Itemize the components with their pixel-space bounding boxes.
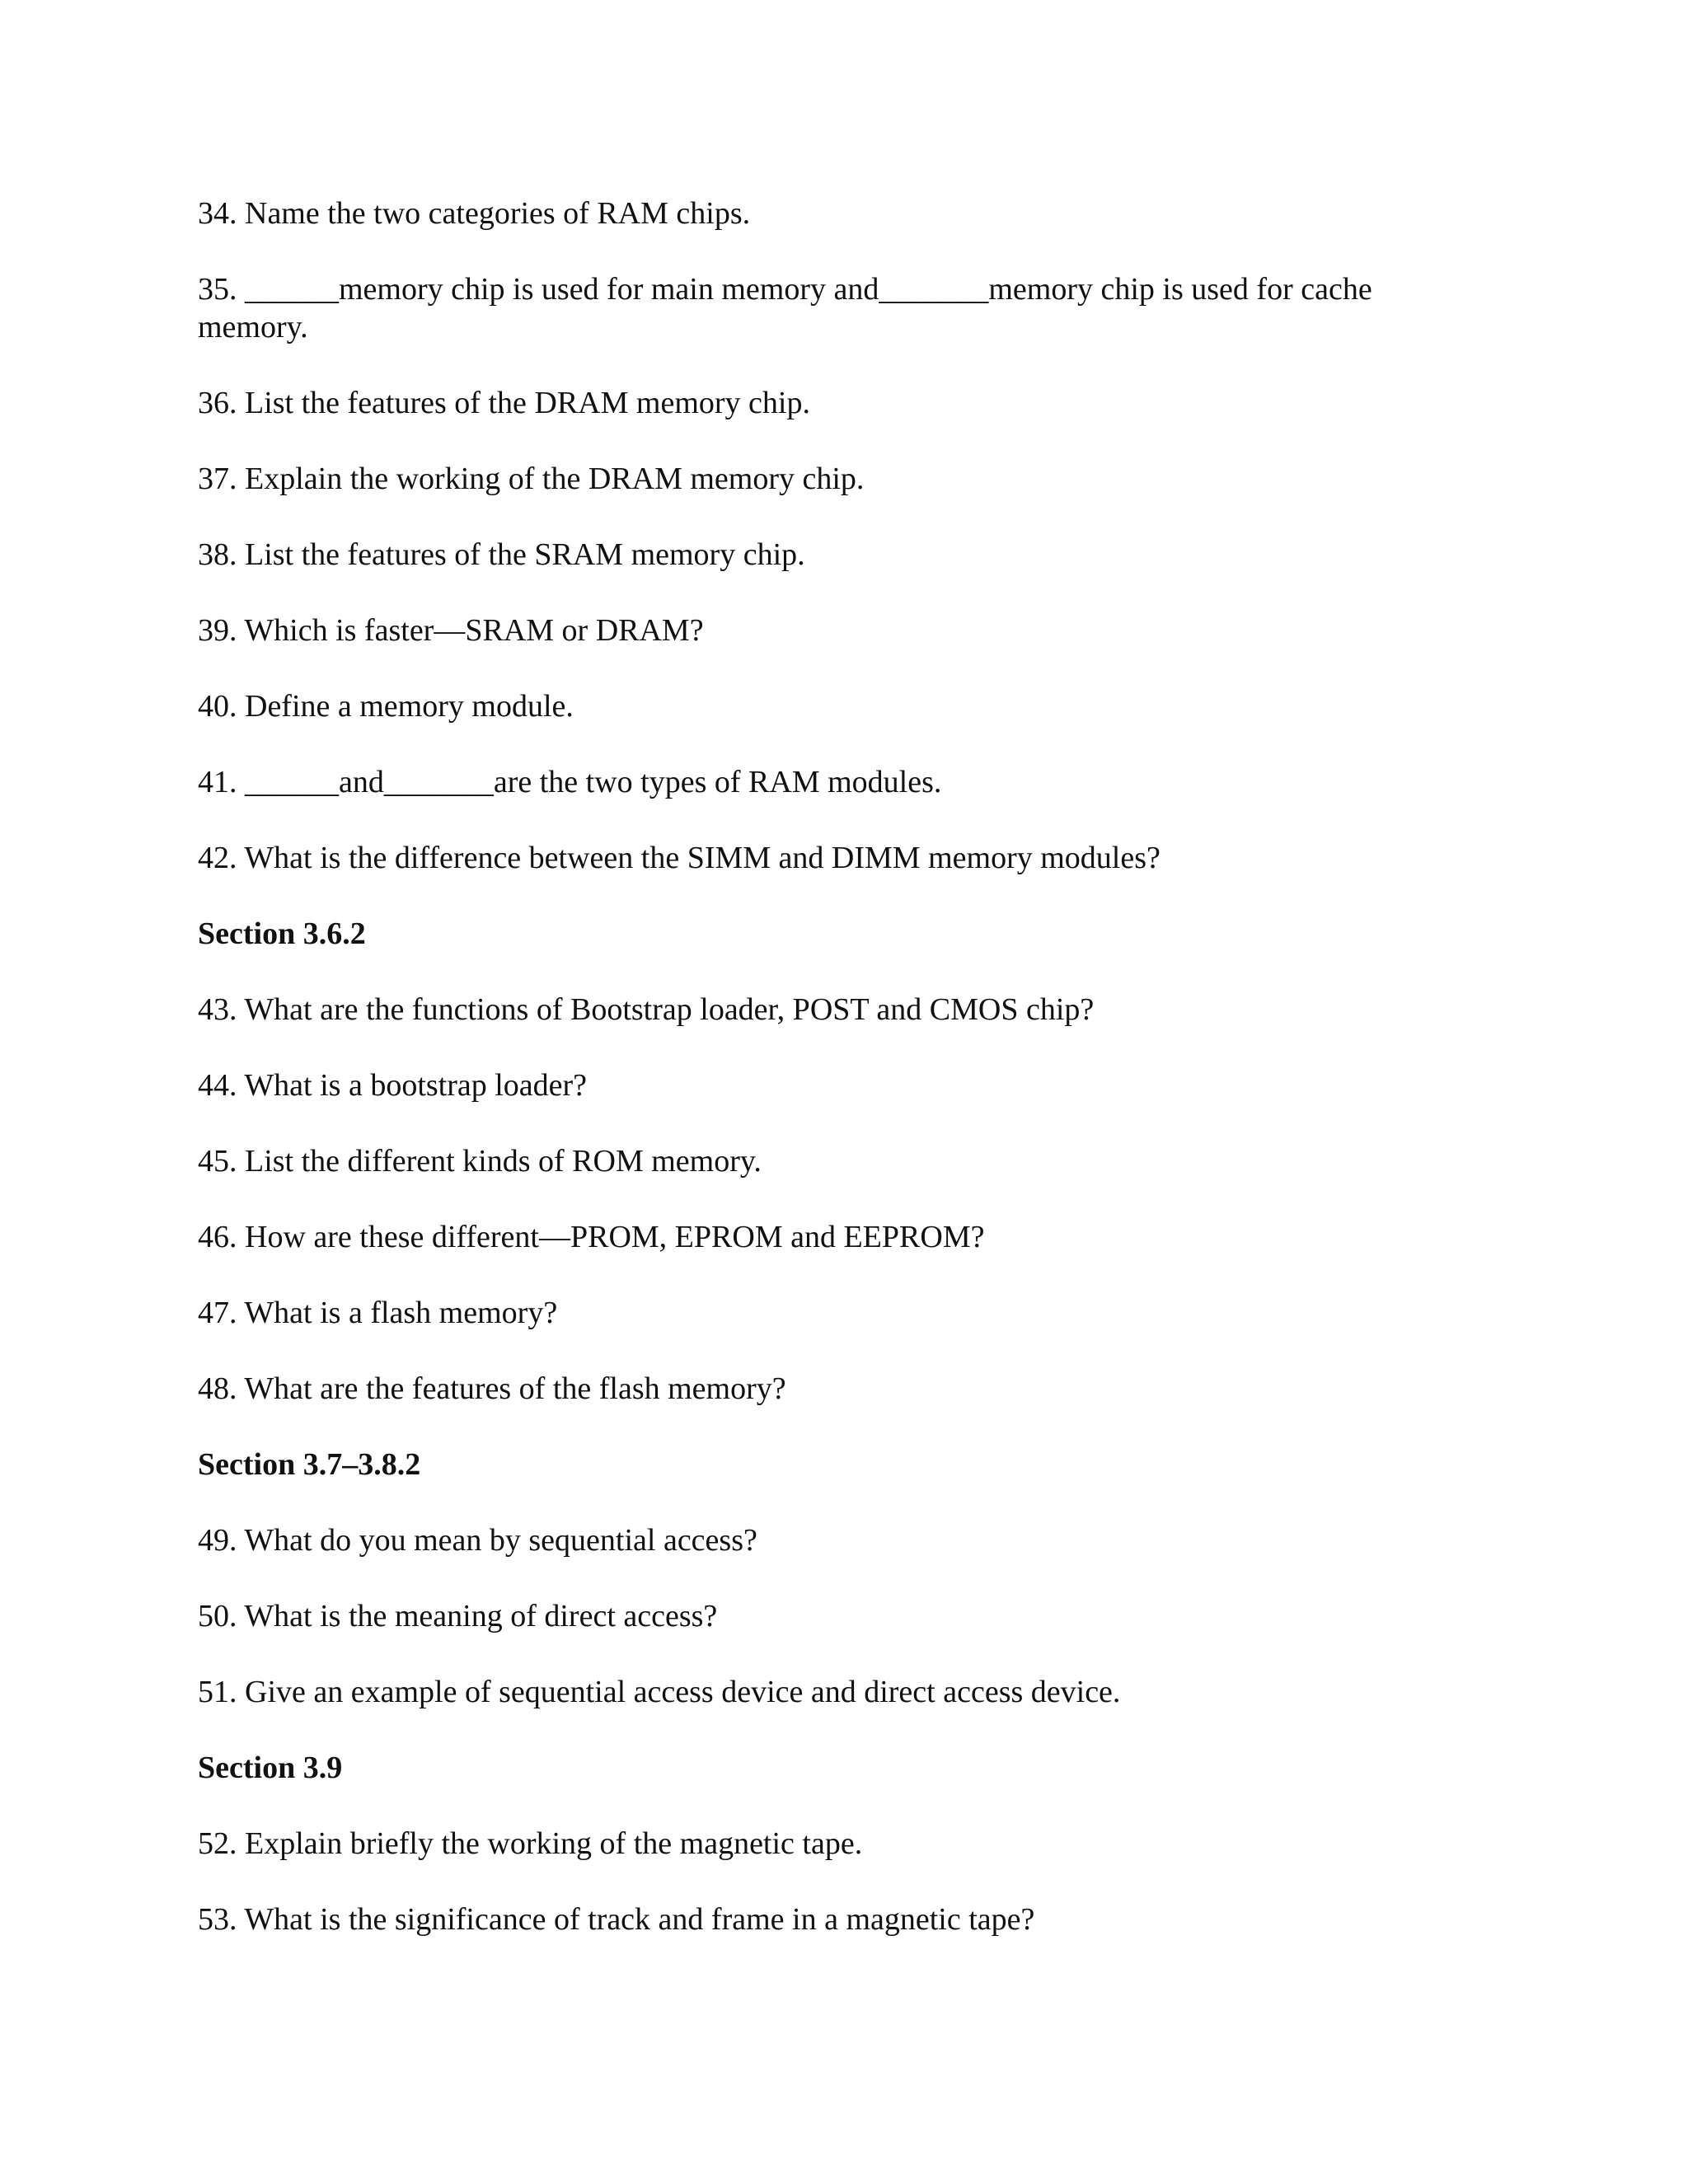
- question-50: 50. What is the meaning of direct access?: [198, 1599, 718, 1633]
- question-36: 36. List the features of the DRAM memory chip.: [198, 386, 810, 420]
- question-46: 46. How are these different—PROM, EPROM and EEPROM?: [198, 1220, 985, 1254]
- question-52: 52. Explain briefly the working of the magnetic tape.: [198, 1826, 863, 1861]
- question-42: 42. What is the difference between the SIMM and DIMM memory modules?: [198, 841, 1160, 875]
- question-41: 41. ______and_______are the two types of RAM modules.: [198, 765, 942, 799]
- question-37: 37. Explain the working of the DRAM memory chip.: [198, 462, 865, 496]
- question-49: 49. What do you mean by sequential access?: [198, 1523, 757, 1558]
- question-38: 38. List the features of the SRAM memory chip.: [198, 537, 805, 572]
- section-heading-3-6-2: Section 3.6.2: [198, 916, 366, 951]
- section-heading-3-7-3-8-2: Section 3.7–3.8.2: [198, 1447, 421, 1482]
- question-40: 40. Define a memory module.: [198, 689, 574, 724]
- question-43: 43. What are the functions of Bootstrap loader, POST and CMOS chip?: [198, 992, 1095, 1027]
- question-39: 39. Which is faster—SRAM or DRAM?: [198, 613, 704, 648]
- question-53: 53. What is the significance of track and frame in a magnetic tape?: [198, 1902, 1035, 1937]
- question-51: 51. Give an example of sequential access device and direct access device.: [198, 1675, 1121, 1709]
- question-35: 35. ______memory chip is used for main memory and_______memory chip is used for cache: [198, 272, 1372, 307]
- question-48: 48. What are the features of the flash memory?: [198, 1371, 786, 1406]
- question-45: 45. List the different kinds of ROM memory.: [198, 1144, 762, 1179]
- question-47: 47. What is a flash memory?: [198, 1296, 558, 1330]
- question-44: 44. What is a bootstrap loader?: [198, 1068, 588, 1103]
- question-35-continuation: memory.: [198, 310, 308, 344]
- question-34: 34. Name the two categories of RAM chips.: [198, 196, 751, 231]
- section-heading-3-9: Section 3.9: [198, 1750, 343, 1785]
